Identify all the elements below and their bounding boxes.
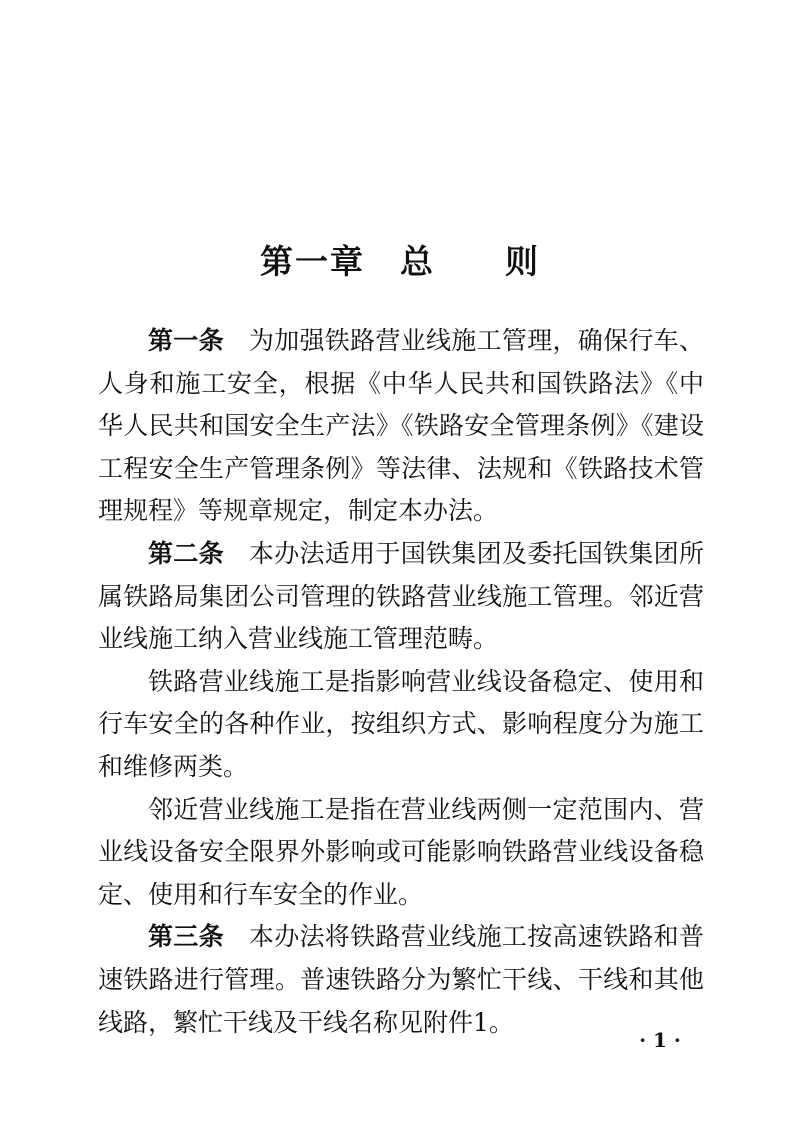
paragraph-adjacent-definition: 邻近营业线施工是指在营业线两侧一定范围内、营业线设备安全限界外影响或可能影响铁路营业线设备稳定、使用和行车安全的作业。: [98, 794, 704, 909]
article-2: [98, 533, 704, 661]
body-text: [98, 320, 704, 1044]
article-1: [98, 320, 704, 533]
paragraph-construction-definition: 铁路营业线施工是指影响营业线设备稳定、使用和行车安全的各种作业，按组织方式、影响程度分为施工和维修两类。: [98, 666, 704, 781]
chapter-title: 第一章 总 则: [260, 242, 540, 281]
page-number: · 1 ·: [639, 1028, 681, 1052]
article-3: [98, 916, 704, 1044]
article-1-text: 为加强铁路营业线施工管理，确保行车、人身和施工安全，根据《中华人民共和国铁路法》《中华人民共和国安全生产法》《铁路安全管理条例》《建设工程安全生产管理条例》等法律、法规和《铁路技术管理规程》等规章规定，制定本办法。: [98, 326, 704, 526]
article-3-label: 第三条: [148, 922, 224, 952]
article-3-text: 本办法将铁路营业线施工按高速铁路和普速铁路进行管理。普速铁路分为繁忙干线、干线和其他线路，繁忙干线及干线名称见附件1。: [98, 922, 704, 1037]
article-1-label: 第一条: [148, 326, 224, 355]
article-2-label: 第二条: [148, 538, 224, 568]
article-2-text: 本办法适用于国铁集团及委托国铁集团所属铁路局集团公司管理的铁路营业线施工管理。邻近营业线施工纳入营业线施工管理范畴。: [98, 538, 704, 654]
